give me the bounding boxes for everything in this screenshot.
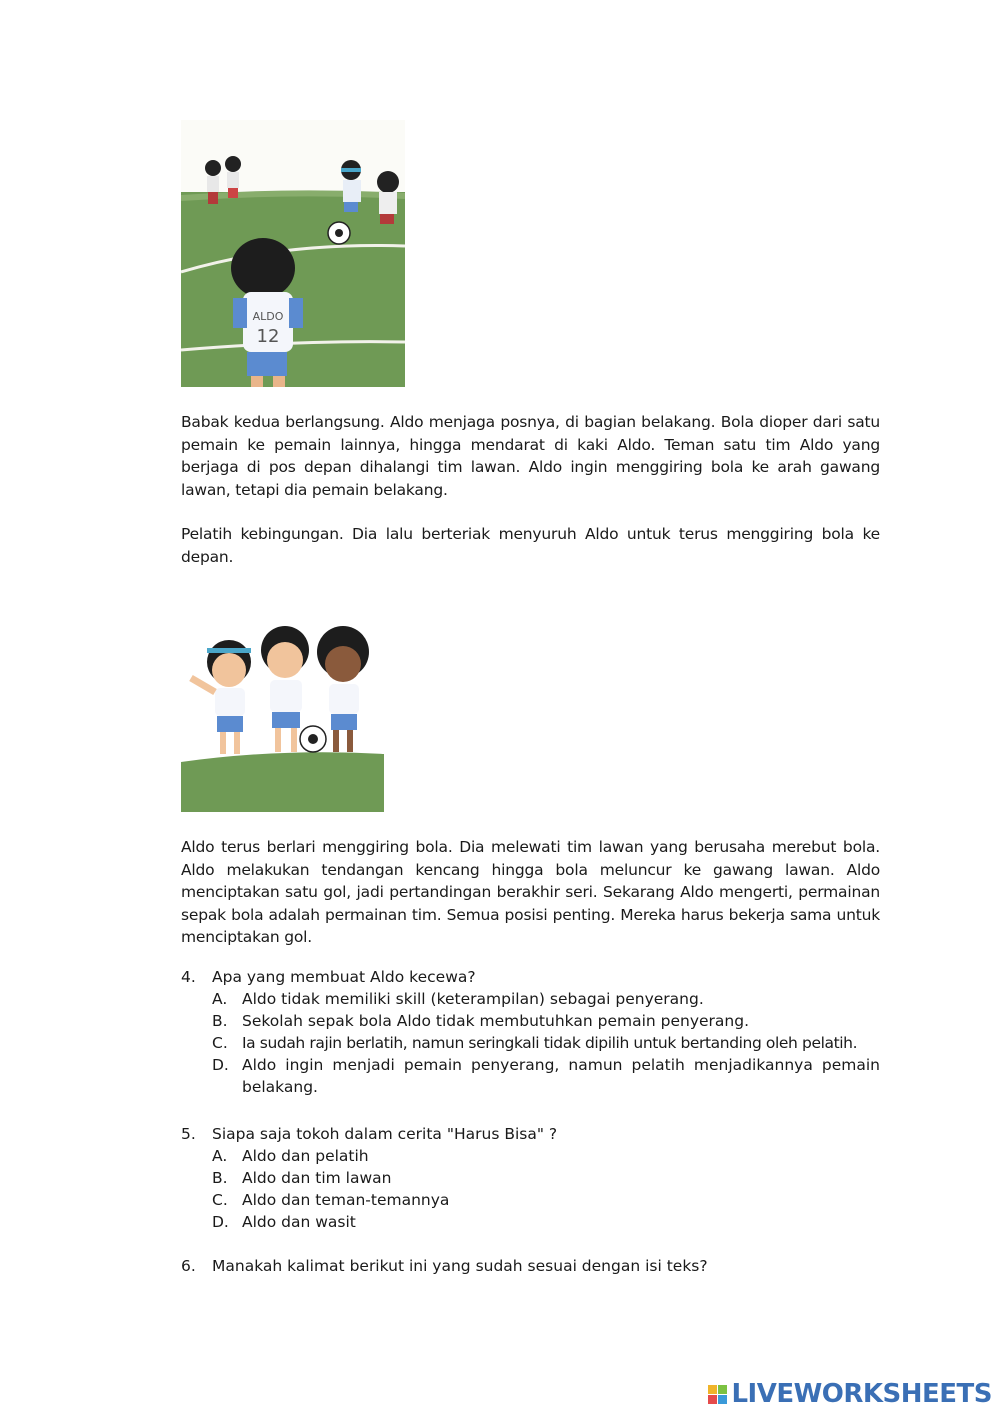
option-text: Aldo dan teman-temannya <box>242 1191 450 1209</box>
option-letter: C. <box>212 1191 228 1209</box>
option-text: Ia sudah rajin berlatih, namun seringkali tidak dipilih untuk bertanding oleh pelatih. <box>242 1034 858 1052</box>
question-number: 4. <box>181 968 196 986</box>
illustration-three-friends <box>181 612 384 812</box>
liveworksheets-logo[interactable] <box>708 1379 992 1409</box>
illustration-aldo-field <box>181 120 405 387</box>
option-letter: A. <box>212 990 228 1008</box>
story-paragraph-2: Pelatih kebingungan. Dia lalu berteriak menyuruh Aldo untuk terus menggiring bola ke depan. <box>181 525 880 566</box>
question-number: 5. <box>181 1125 196 1143</box>
question-6 <box>181 1255 880 1279</box>
option-text: Aldo dan pelatih <box>242 1147 369 1165</box>
brand-name: LIVEWORKSHEETS <box>731 1379 992 1409</box>
option-letter: D. <box>212 1056 229 1074</box>
option-text: Sekolah sepak bola Aldo tidak membutuhkan pemain penyerang. <box>242 1012 749 1030</box>
question-4 <box>181 966 880 1106</box>
option-letter: B. <box>212 1012 228 1030</box>
option-letter: B. <box>212 1169 228 1187</box>
question-number: 6. <box>181 1257 196 1275</box>
question-5 <box>181 1123 880 1233</box>
option-letter: D. <box>212 1213 229 1231</box>
option-text: Aldo ingin menjadi pemain penyerang, namun pelatih menjadikannya pemain belakang. <box>242 1056 880 1096</box>
question-text: Manakah kalimat berikut ini yang sudah sesuai dengan isi teks? <box>212 1257 708 1275</box>
liveworksheets-mark-icon <box>708 1385 727 1404</box>
option-text: Aldo dan tim lawan <box>242 1169 392 1187</box>
option-text: Aldo tidak memiliki skill (keterampilan) sebagai penyerang. <box>242 990 704 1008</box>
question-text: Apa yang membuat Aldo kecewa? <box>212 968 476 986</box>
story-paragraph-3: Aldo terus berlari menggiring bola. Dia melewati tim lawan yang berusaha merebut bola. Aldo melakukan tendangan kencang hingga bola meluncur ke gawang lawan. Aldo menciptakan satu gol, jadi pertandingan berakhir seri. Sekarang Aldo mengerti, permainan sepak bola adalah permainan tim. Semua posisi penting. Mereka harus bekerja sama untuk menciptakan gol. <box>181 838 880 946</box>
option-letter: A. <box>212 1147 228 1165</box>
story-paragraph-1: Babak kedua berlangsung. Aldo menjaga posnya, di bagian belakang. Bola dioper dari satu pemain ke pemain lainnya, hingga mendarat di kaki Aldo. Teman satu tim Aldo yang berjaga di pos depan dihalangi tim lawan. Aldo ingin menggiring bola ke arah gawang lawan, tetapi dia pemain belakang. <box>181 413 880 499</box>
jersey-number: 12 <box>256 326 280 347</box>
option-text: Aldo dan wasit <box>242 1213 356 1231</box>
option-letter: C. <box>212 1034 228 1052</box>
jersey-name: ALDO <box>252 310 284 323</box>
question-text: Siapa saja tokoh dalam cerita "Harus Bisa" ? <box>212 1125 558 1143</box>
